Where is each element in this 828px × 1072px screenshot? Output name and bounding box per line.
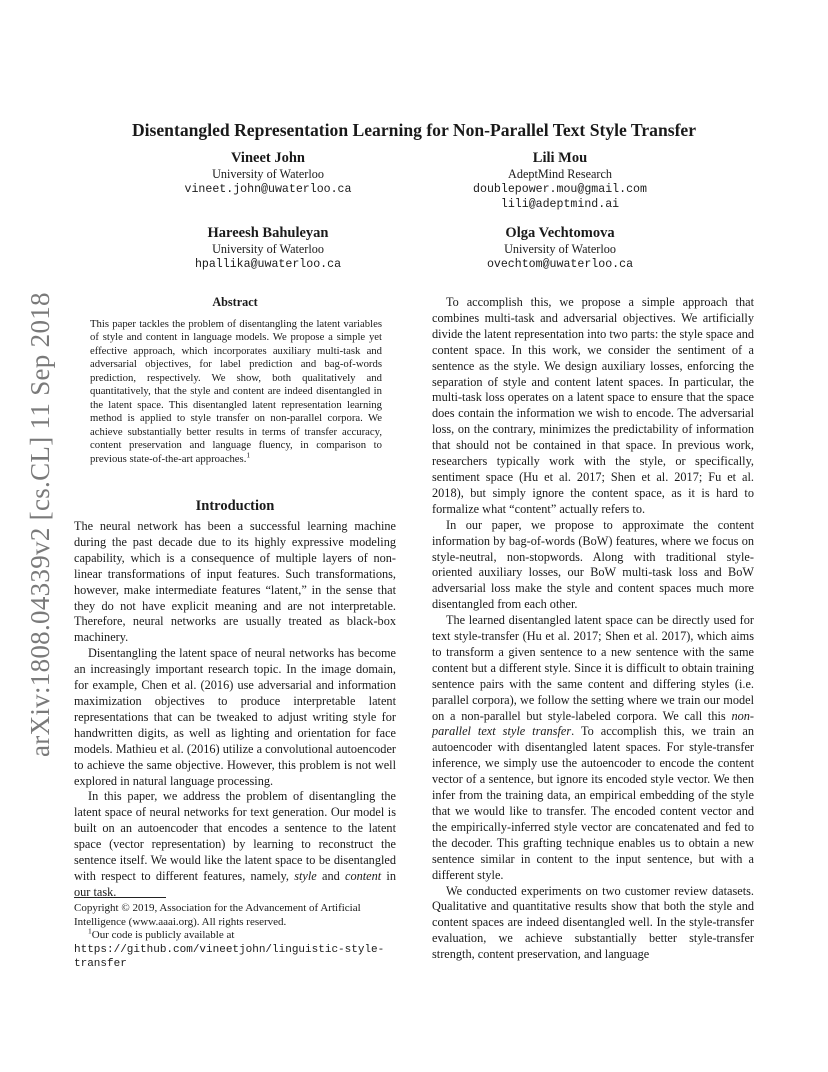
arxiv-side-stamp: arXiv:1808.04339v2 [cs.CL] 11 Sep 2018: [25, 292, 55, 758]
emphasis-style: style: [294, 868, 317, 883]
emphasis-content: content: [344, 868, 382, 883]
right-paragraph-1: To accomplish this, we propose a simple approach that combines multi-task and adversarial objectives. We artificially divide the latent representation into two parts: the style space and content space. In this work, we consider the sentiment of a sentence as the style. We design auxiliary losses, enforcing the separation of style and content latent spaces. In particular, the multi-task loss operates on a latent space to ensure that the space does contain the information we wish to encode. The adversarial loss, on the contrary, minimizes the predictability of information that should not be contained in that space. In previous work, researchers typically work with the style, or specifically, sentiment space (Hu et al. 2017; Shen et al. 2017; Fu et al. 2018), but simply ignore the content space, as it is hard to formalize what “content” actually refers to.: [432, 295, 754, 516]
footnote-text: Our code is publicly available at: [91, 929, 235, 942]
paper-title: Disentangled Representation Learning for Non-Parallel Text Style Transfer: [131, 120, 697, 140]
author-affiliation: University of Waterloo: [504, 242, 616, 256]
right-paragraph-2: In our paper, we propose to approximate the content information by bag-of-words (BoW) features, where we focus on style-neutral, non-stopwords. Along with traditional style-oriented auxiliary losses, our BoW multi-task loss and BoW adversarial loss make the style and content spaces much more disentangled from each other.: [432, 517, 754, 612]
intro-p3-end: in our task.: [74, 868, 396, 899]
author-name: Vineet John: [231, 150, 305, 166]
author-affiliation: University of Waterloo: [212, 167, 324, 181]
code-url-link[interactable]: https://github.com/vineetjohn/linguistic-style-transfer: [74, 943, 385, 971]
right-paragraph-4: We conducted experiments on two customer review datasets. Qualitative and quantitative results show that both the style and content spaces are indeed disentangled well. In the style-transfer evaluation, we achieve substantially better style-transfer strength, content preservation, and language: [432, 883, 754, 962]
footnote-mark: 1: [246, 449, 251, 459]
right-paragraph-3: [432, 613, 754, 883]
left-column: [74, 519, 396, 901]
author-name: Lili Mou: [532, 150, 588, 166]
right-p3-text: The learned disentangled latent space can be directly used for text style-transfer (Hu et al. 2017; Shen et al. 2017), which aims to transform a given sentence to a new sentence with the same content but a different style. Since it is difficult to obtain training sentence pairs with the same content and differing styles (i.e. parallel corpora), we follow the setting where we train our model on a non-parallel but style-labeled corpora. We call this: [432, 613, 754, 723]
author-name: Olga Vechtomova: [505, 225, 615, 241]
author-block-2: [410, 150, 710, 212]
intro-p3-text: In this paper, we address the problem of disentangling the latent space of neural networks for text generation. Our model is built on an autoencoder that encodes a sentence to the latent space (vector representation) by learning to reconstruct the sentence itself. We would like the latent space to be disentangled with respect to different features, namely,: [74, 789, 396, 883]
abstract-heading: Abstract: [212, 295, 258, 309]
intro-paragraph-1: The neural network has been a successful learning machine during the past decade due to its highly expressive modeling capability, which is a consequence of multiple layers of non-linear transformations of input features. Such transformations, however, make intermediate features “latent,” in the sense that they do not have explicit meaning and are not interpretable. Therefore, neural networks are usually treated as black-box machinery.: [74, 519, 396, 645]
author-block-1: [118, 150, 418, 197]
author-email: hpallika@uwaterloo.ca: [194, 258, 342, 271]
author-email: doublepower.mou@gmail.com: [473, 183, 647, 196]
abstract-text: [90, 318, 382, 466]
abstract-body: This paper tackles the problem of disentangling the latent variables of style and content in language models. We propose a simple yet effective approach, which incorporates auxiliary multi-task and adversarial objectives, for label prediction and bag-of-words prediction, respectively. We show, both qualitatively and quantitatively, that the style and content are indeed disentangled in the latent space. This disentangled latent representation learning method is applied to style transfer on non-parallel corpora. We achieve substantially better results in terms of transfer accuracy, content preservation and language fluency, in comparison to previous state-of-the-art approaches.: [90, 318, 382, 465]
right-column: [432, 295, 754, 963]
footnote-mark: 1: [88, 926, 92, 936]
footnote-1: [74, 926, 396, 972]
author-affiliation: AdeptMind Research: [508, 167, 612, 181]
right-p3-end: . To accomplish this, we train an autoencoder with disentangled latent spaces. For style-transfer inference, we simply use the autoencoder to encode the content vector of a sentence, but ignore its encoded style vector. We then infer from the training data, an empirical embedding of the style that we would like to transfer. The encoded content vector and the empirically-inferred style vector are concatenated and fed to the decoder. This grafting technique enables us to obtain a new sentence similar in content to the input sentence, but with a different style.: [432, 724, 755, 882]
author-block-3: [118, 225, 418, 272]
emphasis-non-parallel: non-parallel text style transfer: [432, 708, 754, 739]
intro-paragraph-3: [74, 789, 396, 900]
author-block-4: [410, 225, 710, 272]
section-heading-introduction: Introduction: [195, 498, 275, 514]
author-email: ovechtom@uwaterloo.ca: [486, 258, 634, 271]
footnotes: [74, 897, 396, 972]
author-name: Hareesh Bahuleyan: [207, 225, 329, 241]
footnote-rule: [74, 897, 166, 898]
intro-paragraph-2: Disentangling the latent space of neural networks has become an increasingly important research topic. In the image domain, for example, Chen et al. (2016) use adversarial and information maximization objectives to produce interpretable latent representations that can be tweaked to adjust writing style for handwritten digits, as well as lighting and orientation for face models. Mathieu et al. (2016) utilize a convolutional autoencoder to achieve the same objective. However, this problem is not well explored in natural language processing.: [74, 646, 396, 788]
author-email: vineet.john@uwaterloo.ca: [184, 183, 352, 196]
intro-p3-and: and: [321, 868, 340, 883]
author-affiliation: University of Waterloo: [212, 242, 324, 256]
copyright-notice: Copyright © 2019, Association for the Advancement of Artificial Intelligence (www.aaai.org). All rights reserved.: [74, 902, 361, 928]
author-email: lili@adeptmind.ai: [500, 198, 620, 211]
